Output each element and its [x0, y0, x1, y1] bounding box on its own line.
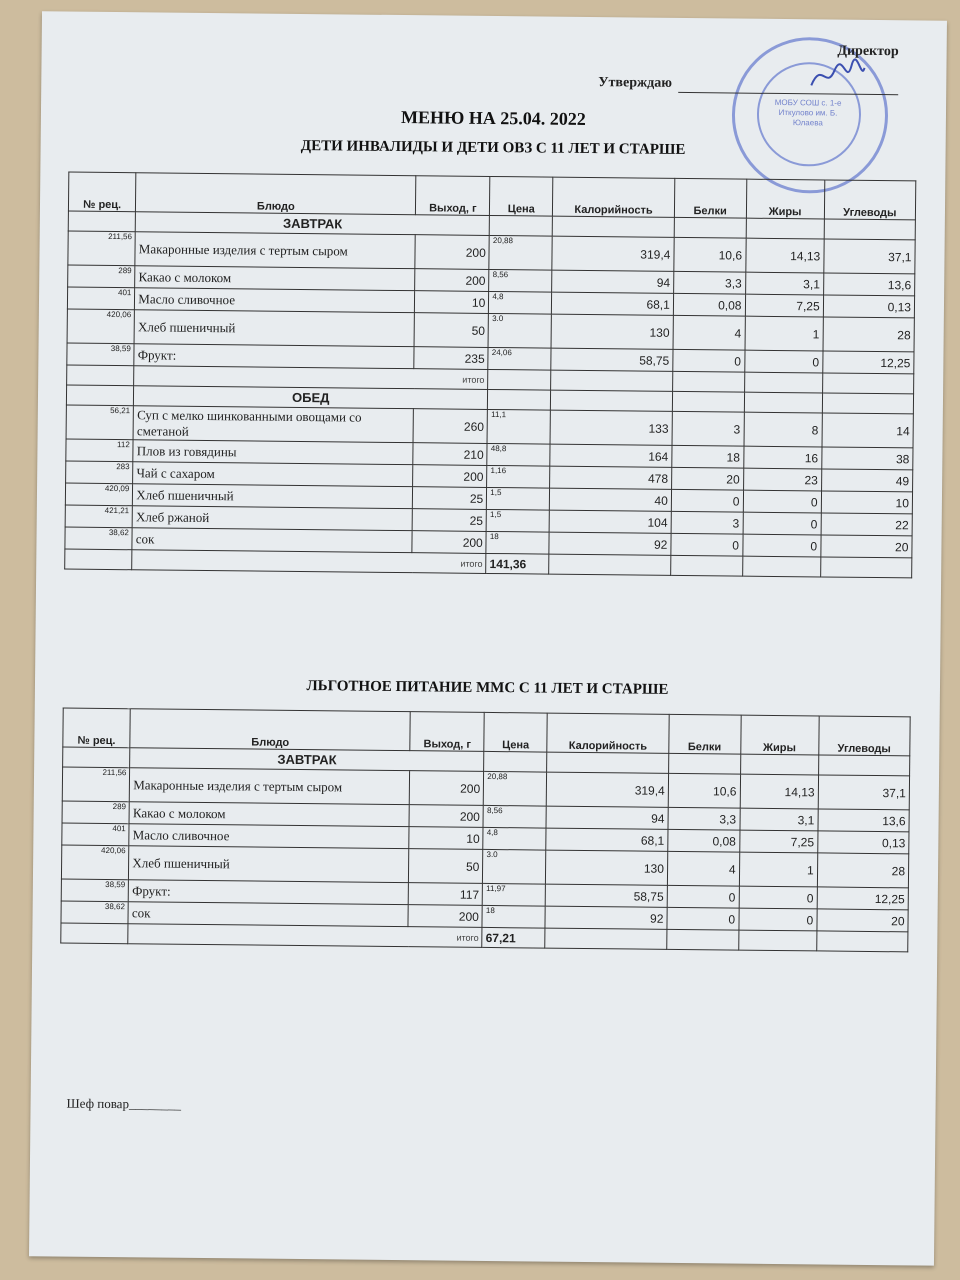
approve-label: Утверждаю: [598, 75, 673, 91]
col-protein: Белки: [674, 178, 746, 218]
yield-value: 117: [409, 883, 483, 906]
fat-value: 16: [743, 446, 821, 469]
empty-cell: [672, 371, 744, 392]
chef-signature-line: Шеф повар________: [66, 1095, 182, 1112]
empty-cell: [549, 554, 671, 575]
price-value: 4,8: [489, 291, 552, 314]
dish-name: Макаронные изделия с тертым сыром: [130, 768, 410, 805]
empty-cell: [667, 929, 739, 950]
protein-value: 18: [672, 445, 744, 468]
empty-cell: [61, 923, 129, 944]
rec-number: 421,21: [65, 505, 133, 528]
empty-cell: [672, 391, 744, 412]
carbs-value: 10: [821, 491, 913, 514]
empty-cell: [484, 751, 547, 772]
kcal-value: 94: [552, 270, 674, 293]
kcal-value: 94: [546, 806, 668, 829]
kcal-value: 130: [551, 314, 673, 349]
empty-cell: [488, 389, 551, 410]
protein-value: 0,08: [668, 829, 740, 852]
empty-cell: [820, 557, 912, 578]
protein-value: 0: [673, 349, 745, 372]
yield-value: 10: [415, 291, 489, 314]
fat-value: 0: [738, 908, 816, 931]
carbs-value: 13,6: [823, 273, 915, 296]
section-label: ЗАВТРАК: [136, 212, 490, 236]
rec-number: 112: [66, 439, 134, 462]
rec-number: 283: [66, 461, 134, 484]
director-label: Директор: [837, 43, 899, 60]
rec-number: 38,62: [65, 527, 133, 550]
yield-value: 50: [409, 849, 483, 884]
yield-value: 200: [410, 771, 484, 806]
price-value: 1,16: [487, 465, 550, 488]
price-value: 1,5: [486, 509, 549, 532]
total-label: итого: [128, 924, 482, 948]
fat-value: 3,1: [745, 272, 823, 295]
empty-cell: [68, 211, 136, 232]
empty-cell: [552, 216, 674, 237]
col-kcal: Калорийность: [547, 713, 669, 753]
col-kcal: Калорийность: [553, 177, 675, 217]
col-fat: Жиры: [746, 179, 825, 219]
empty-cell: [824, 219, 916, 240]
menu-title: МЕНЮ НА 25.04. 2022: [400, 107, 586, 129]
carbs-value: 37,1: [818, 775, 910, 810]
yield-value: 50: [415, 313, 489, 348]
empty-cell: [66, 385, 134, 406]
carbs-value: 13,6: [818, 809, 910, 832]
rec-number: 211,56: [62, 767, 130, 802]
rec-number: 420,06: [61, 845, 129, 880]
col-price: Цена: [484, 712, 547, 752]
section2-title: ЛЬГОТНОЕ ПИТАНИЕ ММС С 11 ЛЕТ И СТАРШЕ: [306, 678, 669, 698]
yield-value: 260: [413, 409, 487, 444]
fat-value: 14,13: [745, 238, 824, 273]
rec-number: 420,09: [65, 483, 133, 506]
empty-cell: [744, 372, 822, 393]
yield-value: 200: [408, 905, 482, 928]
dish-name: Масло сливочное: [135, 288, 415, 313]
price-value: 24,06: [488, 347, 551, 370]
price-value: 4,8: [483, 827, 546, 850]
fat-value: 1: [745, 316, 824, 351]
protein-value: 3: [671, 511, 743, 534]
dish-name: Макаронные изделия с тертым сыром: [135, 232, 415, 269]
dish-name: Какао с молоком: [135, 266, 415, 291]
protein-value: 0,08: [673, 293, 745, 316]
total-value: 67,21: [482, 927, 545, 948]
price-value: 1,5: [487, 487, 550, 510]
approval-block: [598, 41, 899, 104]
kcal-value: 478: [550, 466, 672, 489]
carbs-value: 0,13: [817, 831, 909, 854]
yield-value: 25: [413, 509, 487, 532]
fat-value: 8: [744, 412, 823, 447]
dish-name: Масло сливочное: [129, 824, 409, 849]
kcal-value: 58,75: [551, 348, 673, 371]
total-value: 141,36: [486, 553, 549, 574]
section-label: ЗАВТРАК: [130, 748, 484, 772]
rec-number: 38,62: [61, 901, 129, 924]
col-yield: Выход, г: [416, 176, 490, 216]
empty-cell: [738, 930, 816, 951]
yield-value: 200: [412, 531, 486, 554]
carbs-value: 20: [821, 535, 913, 558]
dish-name: Плов из говядины: [133, 440, 413, 465]
fat-value: 7,25: [745, 294, 823, 317]
empty-cell: [67, 365, 135, 386]
empty-cell: [818, 755, 910, 776]
fat-value: 1: [739, 852, 818, 887]
dish-name: сок: [128, 902, 408, 927]
dish-name: Чай с сахаром: [133, 462, 413, 487]
kcal-value: 92: [549, 532, 671, 555]
fat-value: 0: [743, 490, 821, 513]
rec-number: 289: [68, 265, 136, 288]
rec-number: 211,56: [68, 231, 136, 266]
col-carbs: Углеводы: [818, 716, 910, 756]
protein-value: 3: [672, 411, 744, 446]
menu-table-2: [60, 708, 910, 953]
price-value: 11,1: [487, 409, 550, 444]
yield-value: 200: [409, 805, 483, 828]
price-value: 18: [486, 531, 549, 554]
empty-cell: [822, 393, 914, 414]
kcal-value: 319,4: [546, 772, 668, 807]
protein-value: 0: [667, 907, 739, 930]
empty-cell: [489, 215, 552, 236]
protein-value: 3,3: [668, 807, 740, 830]
empty-cell: [551, 390, 673, 411]
price-value: 18: [482, 905, 545, 928]
carbs-value: 12,25: [817, 887, 909, 910]
kcal-value: 40: [550, 488, 672, 511]
col-carbs: Углеводы: [824, 180, 916, 220]
dish-name: сок: [132, 528, 412, 553]
price-value: 11,97: [482, 883, 545, 906]
fat-value: 0: [739, 886, 817, 909]
fat-value: 3,1: [740, 808, 818, 831]
carbs-value: 28: [823, 317, 915, 352]
col-fat: Жиры: [740, 715, 819, 755]
carbs-value: 20: [817, 909, 909, 932]
section-label: ОБЕД: [134, 386, 488, 410]
carbs-value: 22: [821, 513, 913, 536]
dish-name: Хлеб ржаной: [132, 506, 412, 531]
price-value: 20,88: [489, 235, 552, 270]
section1-title: ДЕТИ ИНВАЛИДЫ И ДЕТИ ОВЗ С 11 ЛЕТ И СТАРШЕ: [300, 137, 686, 159]
carbs-value: 14: [822, 413, 914, 448]
rec-number: 38,59: [61, 879, 129, 902]
fat-value: 0: [742, 534, 820, 557]
empty-cell: [744, 392, 822, 413]
protein-value: 4: [667, 851, 739, 886]
col-price: Цена: [490, 176, 553, 216]
protein-value: 20: [671, 467, 743, 490]
empty-cell: [65, 549, 133, 570]
empty-cell: [740, 754, 818, 775]
empty-cell: [668, 753, 740, 774]
empty-cell: [551, 370, 673, 391]
protein-value: 3,3: [673, 271, 745, 294]
fat-value: 23: [743, 468, 821, 491]
carbs-value: 0,13: [823, 295, 915, 318]
dish-name: Фрукт:: [129, 880, 409, 905]
yield-value: 10: [409, 827, 483, 850]
yield-value: 25: [413, 487, 487, 510]
kcal-value: 130: [546, 850, 668, 885]
price-value: 3.0: [483, 849, 546, 884]
stamp-text: МОБУ СОШ с. 1-е Иткулово им. Б. Юлаева: [774, 97, 842, 128]
fat-value: 7,25: [739, 830, 817, 853]
dish-name: Какао с молоком: [129, 802, 409, 827]
yield-value: 200: [413, 465, 487, 488]
col-yield: Выход, г: [410, 712, 484, 752]
col-rec: № рец.: [63, 708, 131, 748]
carbs-value: 37,1: [824, 239, 916, 274]
price-value: 20,88: [484, 771, 547, 806]
kcal-value: 164: [550, 444, 672, 467]
empty-cell: [671, 555, 743, 576]
col-rec: № рец.: [68, 172, 136, 212]
yield-value: 210: [413, 443, 487, 466]
dish-name: Хлеб пшеничный: [133, 484, 413, 509]
fat-value: 14,13: [740, 774, 819, 809]
rec-number: 56,21: [66, 405, 134, 440]
kcal-value: 104: [549, 510, 671, 533]
dish-name: Суп с мелко шинкованными овощами со сметаной: [133, 406, 413, 443]
carbs-value: 28: [817, 853, 909, 888]
kcal-value: 68,1: [552, 292, 674, 315]
kcal-value: 92: [545, 906, 667, 929]
menu-sheet: [29, 11, 947, 1265]
col-dish: Блюдо: [130, 709, 411, 751]
price-value: 8,56: [489, 269, 552, 292]
carbs-value: 49: [821, 469, 913, 492]
total-label: итого: [132, 550, 486, 574]
empty-cell: [674, 217, 746, 238]
rec-number: 401: [67, 287, 135, 310]
protein-value: 0: [671, 489, 743, 512]
total-label: итого: [134, 366, 488, 390]
col-protein: Белки: [669, 714, 741, 754]
empty-cell: [746, 218, 824, 239]
price-value: 48,8: [487, 443, 550, 466]
empty-cell: [545, 928, 667, 949]
empty-cell: [547, 752, 669, 773]
dish-name: Фрукт:: [134, 344, 414, 369]
kcal-value: 319,4: [552, 236, 674, 271]
empty-cell: [742, 556, 820, 577]
protein-value: 10,6: [668, 773, 740, 808]
total-value: [488, 369, 551, 390]
protein-value: 0: [667, 885, 739, 908]
price-value: 3.0: [488, 313, 551, 348]
empty-cell: [63, 747, 131, 768]
protein-value: 0: [671, 533, 743, 556]
price-value: 8,56: [483, 805, 546, 828]
fat-value: 0: [743, 512, 821, 535]
carbs-value: 38: [821, 447, 913, 470]
protein-value: 10,6: [674, 237, 746, 272]
dish-name: Хлеб пшеничный: [134, 310, 414, 347]
rec-number: 401: [62, 823, 130, 846]
kcal-value: 68,1: [546, 828, 668, 851]
rec-number: 420,06: [67, 309, 135, 344]
yield-value: 200: [415, 269, 489, 292]
fat-value: 0: [744, 350, 822, 373]
rec-number: 289: [62, 801, 130, 824]
dish-name: Хлеб пшеничный: [129, 846, 409, 883]
yield-value: 200: [415, 235, 489, 270]
empty-cell: [816, 931, 908, 952]
yield-value: 235: [414, 347, 488, 370]
rec-number: 38,59: [67, 343, 135, 366]
kcal-value: 133: [550, 410, 672, 445]
col-dish: Блюдо: [136, 173, 417, 215]
carbs-value: 12,25: [822, 351, 914, 374]
kcal-value: 58,75: [545, 884, 667, 907]
protein-value: 4: [673, 315, 745, 350]
empty-cell: [822, 373, 914, 394]
menu-table-1: [64, 172, 916, 579]
